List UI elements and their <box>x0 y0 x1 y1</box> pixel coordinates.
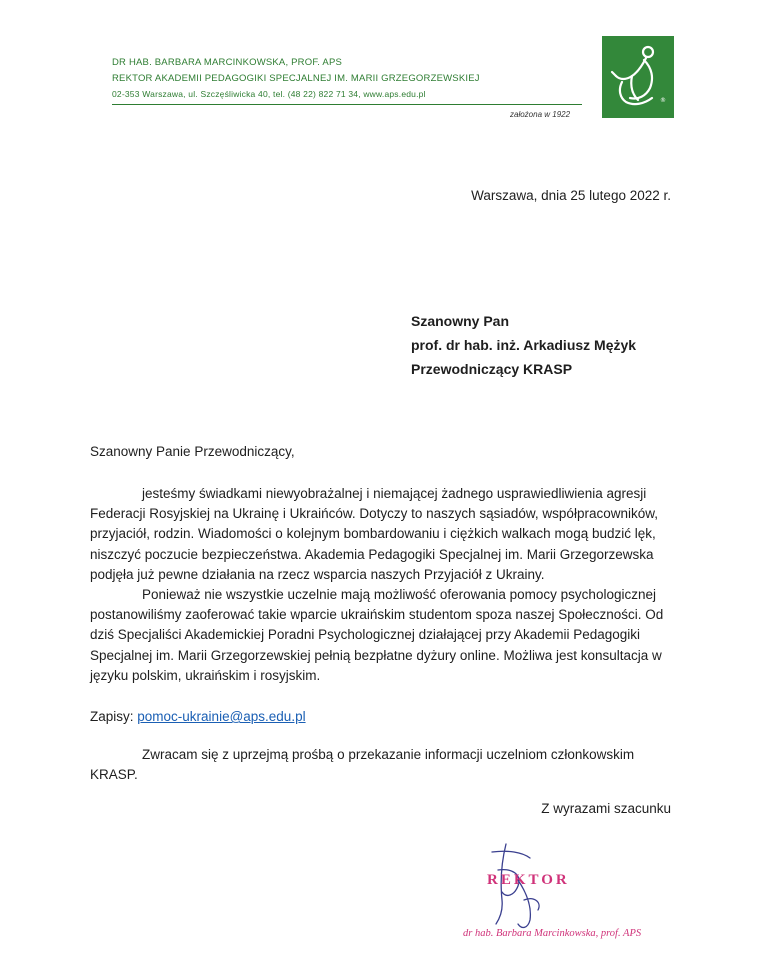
request-text: Zwracam się z uprzejmą prośbą o przekazanie informacji uczelniom członkowskim KRASP. <box>90 747 635 783</box>
rector-title: REKTOR AKADEMII PEDAGOGIKI SPECJALNEJ IM. MARII GRZEGORZEWSKIEJ <box>112 73 480 84</box>
signup-label: Zapisy: <box>90 709 134 724</box>
request-paragraph <box>90 745 682 785</box>
body-paragraph: Ponieważ nie wszystkie uczelnie mają możliwość oferowania pomocy psychologicznej postanowiliśmy zaoferować takie wparcie ukraińskim studentom spoza naszej Społeczności. Od dziś Specjaliści Akademickiej Poradni Psychologicznej działającej przy Akademii Pedagogiki Specjalnej im. Marii Grzegorzewskiej pełnią bezpłatne dyżury online. Możliwa jest konsultacja w języku polskim, ukraińskim i rosyjskim. <box>90 587 664 683</box>
letter-body <box>90 484 682 686</box>
handwritten-signature <box>478 840 568 940</box>
addressee-block <box>411 309 636 381</box>
signup-line <box>90 709 306 724</box>
institution-address: 02-353 Warszawa, ul. Szczęśliwicka 40, tel. (48 22) 822 71 34, www.aps.edu.pl <box>112 89 426 99</box>
header-divider <box>112 104 582 105</box>
svg-text:®: ® <box>660 97 666 104</box>
founded-note: założona w 1922 <box>510 110 571 119</box>
closing-phrase: Z wyrazami szacunku <box>541 801 671 816</box>
addressee-name: prof. dr hab. inż. Arkadiusz Mężyk <box>411 337 637 353</box>
rector-name: DR HAB. BARBARA MARCINKOWSKA, PROF. APS <box>112 57 343 68</box>
signup-email-link[interactable]: pomoc-ukrainie@aps.edu.pl <box>137 709 306 724</box>
addressee-greeting: Szanowny Pan <box>411 313 510 329</box>
rector-stamp: REKTOR <box>487 872 570 888</box>
signatory-name: dr hab. Barbara Marcinkowska, prof. APS <box>463 928 642 939</box>
addressee-role: Przewodniczący KRASP <box>411 361 573 377</box>
salutation: Szanowny Panie Przewodniczący, <box>90 444 295 459</box>
letter-date: Warszawa, dnia 25 lutego 2022 r. <box>471 188 671 203</box>
body-paragraph: jesteśmy świadkami niewyobrażalnej i niemającej żadnego usprawiedliwienia agresji Federacji Rosyjskiej na Ukrainę i Ukraińców. Dotyczy to naszych sąsiadów, współpracowników, przyjaciół, rodzin. Wiadomości o kolejnym bombardowaniu i ciężkich walkach mogą budzić lęk, niszczyć poczucie bezpieczeństwa. Akademia Pedagogiki Specjalnej im. Marii Grzegorzewska podjęła już pewne działania na rzecz wsparcia naszych Przyjaciół z Ukrainy. <box>90 486 658 582</box>
aps-logo-icon <box>602 36 674 118</box>
